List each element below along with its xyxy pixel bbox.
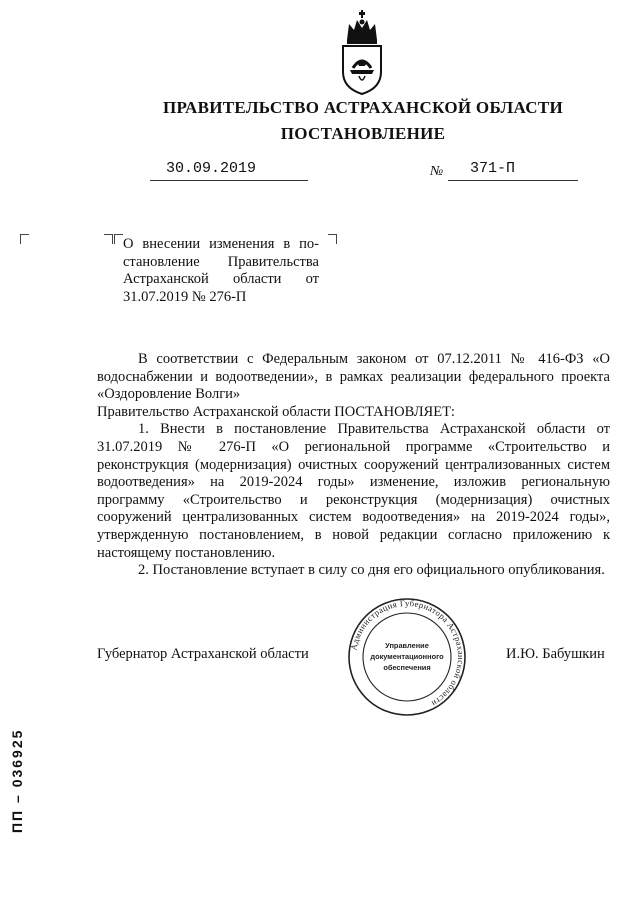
number-underline bbox=[448, 180, 578, 181]
document-subject bbox=[123, 236, 319, 306]
item-2-paragraph: 2. Постановление вступает в силу со дня его официального опубликования. bbox=[138, 562, 605, 579]
stamp-center-line: документационного bbox=[370, 652, 444, 661]
document-body bbox=[97, 351, 610, 580]
subject-line: Астраханской области от bbox=[123, 271, 319, 287]
coat-of-arms-emblem bbox=[337, 10, 387, 96]
item-1-paragraph: 1. Внести в постановление Правительства Астраханской области от 31.07.2019 № 276-П «О региональной программе «Строительство и реконструкция (модернизация) очистных сооружений централизованных систем водоотведения» на 2019-2024 годы» изменение, изложив региональную программу «Строительство и реконструкция (модернизация) очистных сооружений централизованных систем водоотведения» на 2019-2024 годы», утвержденную постановлением, в новой редакции согласно приложению к настоящему постановлению. bbox=[97, 421, 610, 561]
form-serial-number bbox=[0, 725, 30, 835]
subject-line: О внесении изменения в по- bbox=[123, 236, 319, 252]
document-type-heading: ПОСТАНОВЛЕНИЕ bbox=[280, 124, 446, 143]
number-sign: № bbox=[430, 164, 444, 179]
corner-mark bbox=[114, 234, 123, 244]
preamble-paragraph: В соответствии с Федеральным законом от 07.12.2011 № 416-ФЗ «О водоснабжении и водоотведении», в рамках реализации федерального проекта «Оздоровление Волги» bbox=[97, 351, 610, 403]
stamp-ring-text: Администрация Губернатора Астраханской области bbox=[348, 597, 467, 710]
serial-text: ПП – 036925 bbox=[9, 728, 25, 833]
decree-line: Правительство Астраханской области ПОСТАНОВЛЯЕТ: bbox=[97, 403, 455, 420]
subject-line: становление Правительства bbox=[123, 253, 319, 270]
subject-line: 31.07.2019 № 276-П bbox=[123, 288, 247, 305]
document-number: 371-П bbox=[470, 160, 516, 177]
signatory-name: И.Ю. Бабушкин bbox=[506, 646, 605, 662]
official-stamp bbox=[346, 596, 468, 718]
corner-mark-right bbox=[328, 234, 337, 244]
stamp-center-line: обеспечения bbox=[383, 663, 431, 672]
corner-mark-left bbox=[20, 234, 29, 244]
signatory-title: Губернатор Астраханской области bbox=[97, 646, 309, 662]
stamp-center-line: Управление bbox=[385, 641, 429, 650]
organization-heading: ПРАВИТЕЛЬСТВО АСТРАХАНСКОЙ ОБЛАСТИ bbox=[163, 98, 563, 117]
corner-mark bbox=[104, 234, 113, 244]
date-underline bbox=[150, 180, 308, 181]
document-date: 30.09.2019 bbox=[166, 160, 257, 177]
